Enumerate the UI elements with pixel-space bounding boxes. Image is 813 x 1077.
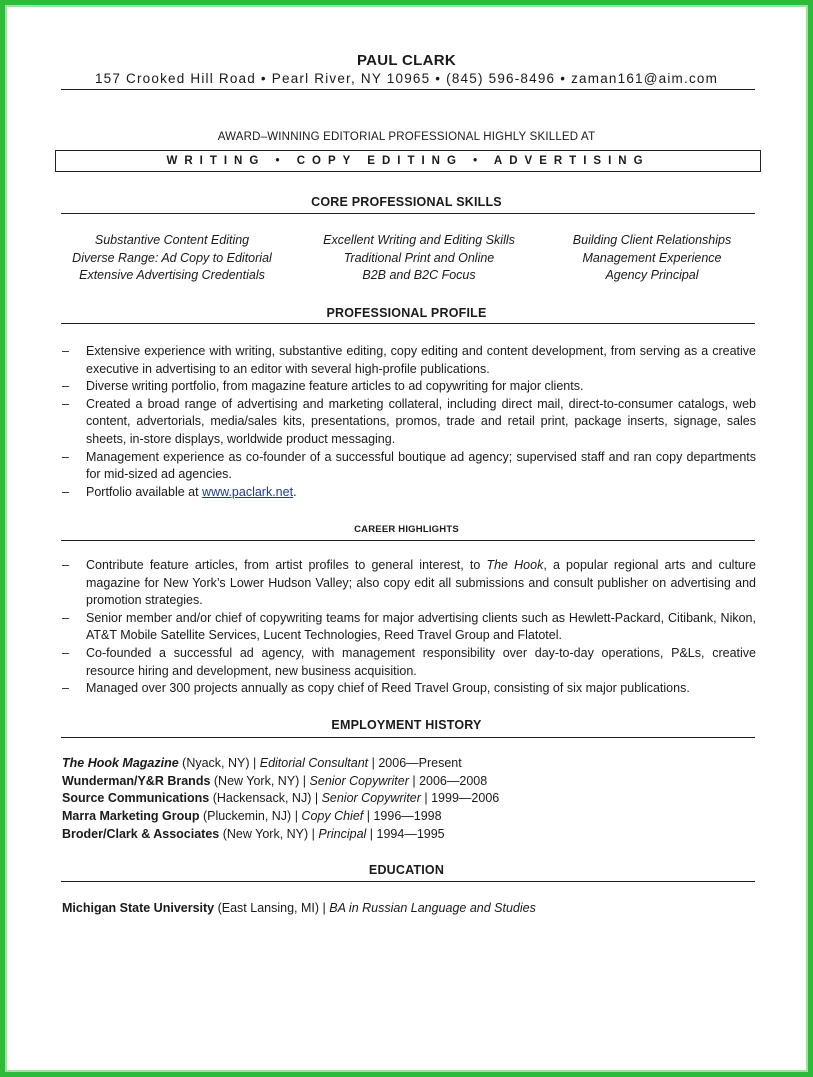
list-item: – Diverse writing portfolio, from magazine feature articles to ad copywriting for major clients. — [62, 378, 756, 396]
candidate-name: PAUL CLARK — [356, 52, 457, 69]
contact-line: 157 Crooked Hill Road • Pearl River, NY 10965 • (845) 596-8496 • zaman161@aim.com — [94, 71, 719, 86]
employment-entry: The Hook Magazine (Nyack, NY) | Editorial Consultant | 2006—Present — [62, 756, 462, 770]
job-dates: 2006—Present — [378, 756, 462, 770]
job-dates: 1999—2006 — [431, 791, 500, 806]
list-item: – Extensive experience with writing, substantive editing, copy editing and content development, from serving as a creative executive in advertising to an editor with several high-profile publications. — [62, 344, 756, 376]
bullet-dash: – — [62, 484, 69, 499]
core-skills-heading: CORE PROFESSIONAL SKILLS — [311, 195, 502, 209]
employment-entry: Marra Marketing Group (Pluckemin, NJ) | Copy Chief | 1996—1998 — [62, 809, 442, 824]
skill-item: Extensive Advertising Credentials — [79, 268, 265, 282]
employment-entry: Wunderman/Y&R Brands (New York, NY) | Senior Copywriter | 2006—2008 — [62, 773, 488, 788]
job-title: Editorial Consultant — [259, 756, 369, 770]
job-title: Senior Copywriter — [309, 773, 409, 788]
portfolio-link[interactable]: www.paclark.net — [202, 484, 294, 499]
skill-item: Agency Principal — [605, 268, 699, 282]
company-name: Source Communications — [62, 791, 210, 806]
skill-item: Management Experience — [582, 250, 722, 265]
list-item: – Portfolio available at www.paclark.net. — [62, 484, 756, 502]
bullet-dash: – — [62, 610, 69, 625]
employment-entry: Broder/Clark & Associates (New York, NY) | Principal | 1994—1995 — [62, 826, 445, 841]
list-item: – Contribute feature articles, from artist profiles to general interest, to The Hook, a popular regional arts and culture magazine for New York’s Lower Hudson Valley; also copy edit all submissions and consult publisher on advertising and promotion strategies. — [62, 558, 757, 608]
company-name: Wunderman/Y&R Brands — [62, 773, 211, 788]
list-item: – Co-founded a successful ad agency, with management responsibility over day-to-day operations, P&Ls, creative resource hiring and development, new business acquisition. — [62, 645, 756, 678]
skill-item: Diverse Range: Ad Copy to Editorial — [72, 250, 272, 265]
job-title: Copy Chief — [301, 809, 364, 824]
career-heading: CAREER HIGHLIGHTS — [354, 524, 459, 535]
job-title: Principal — [318, 826, 367, 841]
skill-item: B2B and B2C Focus — [362, 268, 476, 282]
list-item: – Senior member and/or chief of copywriting teams for major advertising clients such as Hewlett-Packard, Citibank, Nikon, AT&T Mobile Satellite Services, Lucent Technologies, Reed Travel Group and Flatotel. — [62, 610, 756, 643]
company-name: Marra Marketing Group — [62, 809, 200, 824]
job-dates: 1994—1995 — [376, 826, 445, 841]
job-title: Senior Copywriter — [321, 791, 421, 806]
education-entry: Michigan State University (East Lansing, MI) | BA in Russian Language and Studies — [62, 901, 536, 915]
specialties-text: WRITING • COPY EDITING • ADVERTISING — [166, 155, 650, 167]
list-item: – Created a broad range of advertising and marketing collateral, including direct mail, direct-to-consumer catalogs, web content, advertorials, media/sales kits, presentations, promos, trade and retail print, package inserts, signage, sales sheets, in-store displays, worldwide product messaging. — [62, 396, 756, 446]
company-name: Broder/Clark & Associates — [62, 826, 220, 841]
bullet-dash: – — [62, 681, 69, 696]
degree: BA in Russian Language and Studies — [329, 901, 536, 915]
school-name: Michigan State University — [62, 901, 215, 915]
summary-tagline: AWARD–WINNING EDITORIAL PROFESSIONAL HIGHLY SKILLED AT — [217, 131, 596, 143]
job-dates: 2006—2008 — [419, 773, 488, 788]
bullet-dash: – — [62, 558, 69, 572]
company-name: The Hook Magazine — [62, 756, 179, 770]
skill-item: Building Client Relationships — [572, 233, 732, 247]
list-item: – Management experience as co-founder of a successful boutique ad agency; supervised staff and ran copy departments for mid-sized ad agencies. — [62, 449, 756, 482]
profile-heading: PROFESSIONAL PROFILE — [326, 306, 487, 320]
skill-item: Traditional Print and Online — [343, 250, 495, 265]
job-dates: 1996—1998 — [373, 809, 442, 824]
bullet-dash: – — [62, 396, 69, 411]
bullet-dash: – — [62, 379, 69, 394]
skill-item: Substantive Content Editing — [94, 233, 250, 247]
employment-heading: EMPLOYMENT HISTORY — [331, 718, 482, 732]
list-item: – Managed over 300 projects annually as copy chief of Reed Travel Group, consisting of six major publications. — [62, 680, 756, 698]
bullet-dash: – — [62, 645, 69, 660]
bullet-dash: – — [62, 344, 69, 358]
education-heading: EDUCATION — [368, 863, 445, 877]
bullet-dash: – — [62, 449, 69, 464]
skill-item: Excellent Writing and Editing Skills — [323, 233, 515, 247]
employment-entry: Source Communications (Hackensack, NJ) | Senior Copywriter | 1999—2006 — [62, 791, 500, 806]
